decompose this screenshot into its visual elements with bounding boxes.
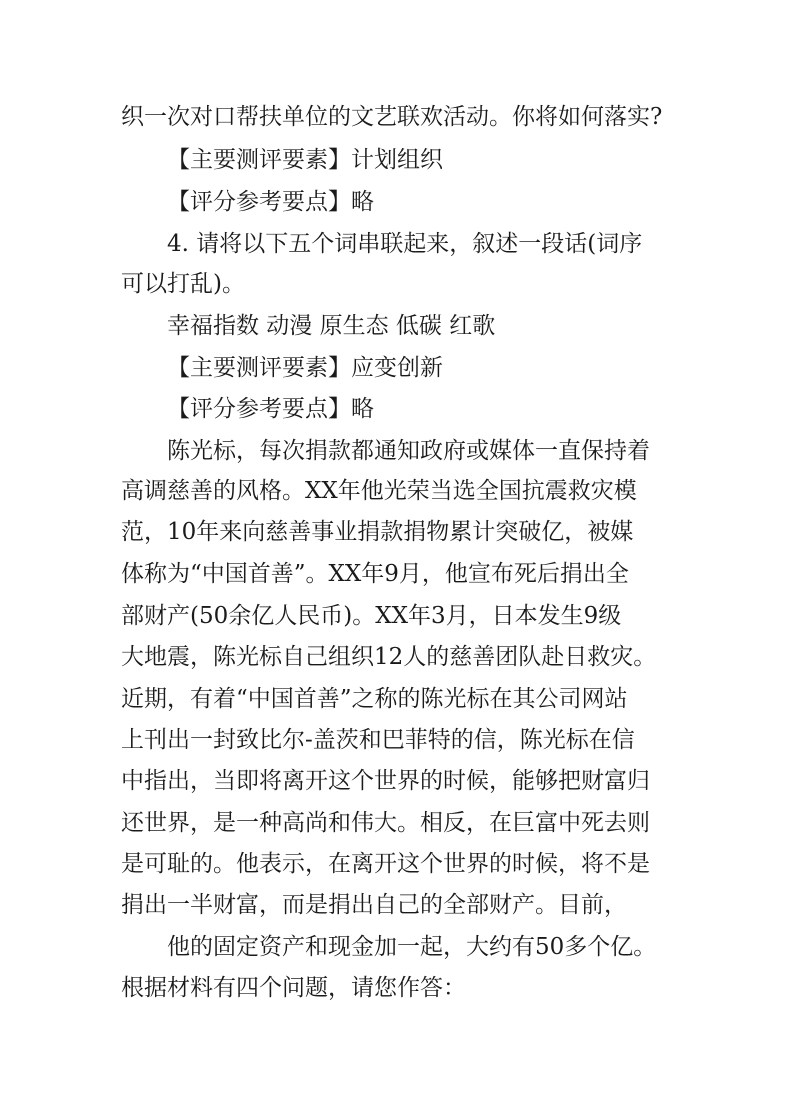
- text-line: 可以打乱)。: [121, 271, 245, 297]
- text-line: 【主要测评要素】计划组织: [167, 147, 443, 173]
- text-line: 【主要测评要素】应变创新: [167, 355, 443, 381]
- text-line: 中指出，当即将离开这个世界的时候，能够把财富归: [121, 768, 650, 794]
- text-line: 【评分参考要点】略: [167, 396, 374, 422]
- text-line: 范，10年来向慈善事业捐款捐物累计突破亿，被媒: [121, 519, 634, 545]
- text-line: 高调慈善的风格。XX年他光荣当选全国抗震救灾模: [121, 478, 637, 504]
- text-line: 是可耻的。他表示，在离开这个世界的时候，将不是: [121, 851, 650, 877]
- text-line: 【评分参考要点】略: [167, 189, 374, 215]
- text-line: 捐出一半财富，而是捐出自己的全部财产。目前，: [121, 892, 627, 918]
- text-line: 上刊出一封致比尔-盖茨和巴菲特的信，陈光标在信: [121, 727, 635, 753]
- text-line: 他的固定资产和现金加一起，大约有50多个亿。: [167, 934, 657, 960]
- text-line: 还世界，是一种高尚和伟大。相反，在巨富中死去则: [121, 810, 650, 836]
- text-line: 4. 请将以下五个词串联起来，叙述一段话(词序: [167, 231, 643, 257]
- text-line: 部财产(50余亿人民币)。XX年3月，日本发生9级: [121, 603, 622, 629]
- text-line: 织一次对口帮扶单位的文艺联欢活动。你将如何落实?: [121, 104, 663, 130]
- text-line: 近期，有着“中国首善”之称的陈光标在其公司网站: [121, 686, 628, 712]
- text-line: 根据材料有四个问题，请您作答：: [121, 975, 466, 1001]
- text-line: 体称为“中国首善”。XX年9月，他宣布死后捐出全: [121, 561, 629, 587]
- text-line: 陈光标，每次捐款都通知政府或媒体一直保持着: [167, 438, 650, 464]
- text-line: 大地震，陈光标自己组织12人的慈善团队赴日救灾。: [121, 644, 657, 670]
- text-line: 幸福指数 动漫 原生态 低碳 红歌: [167, 313, 496, 339]
